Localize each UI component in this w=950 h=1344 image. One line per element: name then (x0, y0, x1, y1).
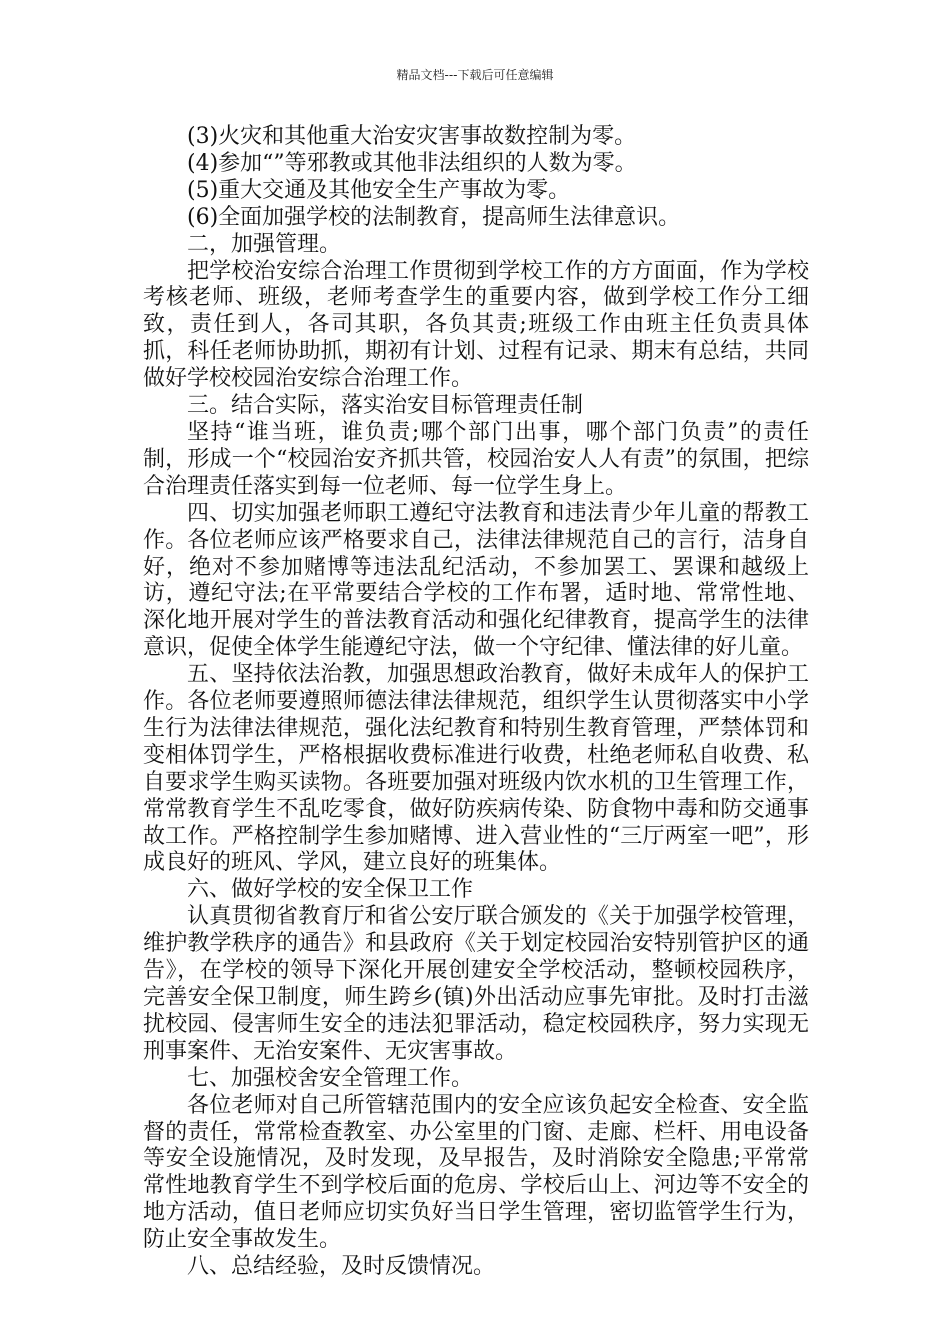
section-heading-8: 八、总结经验，及时反馈情况。 (187, 1254, 496, 1280)
section-heading-3: 三。结合实际，落实治安目标管理责任制 (187, 393, 584, 419)
section-heading-7: 七、加强校舍安全管理工作。 (187, 1065, 474, 1091)
paragraph-responsibility: 坚持“谁当班，谁负责;哪个部门出事，哪个部门负责”的责任制，形成一个“校园治安齐抓共管，校园治安人人有责”的氛围，把综合治理责任落实到每一位老师、每一位学生身上。 (143, 419, 809, 499)
list-item-5: (5)重大交通及其他安全生产事故为零。 (187, 177, 571, 203)
page-header: 精品文档---下载后可任意编辑 (396, 68, 554, 82)
list-item-4: (4)参加“”等邪教或其他非法组织的人数为零。 (187, 150, 637, 176)
paragraph-section-4: 四、切实加强老师职工遵纪守法教育和违法青少年儿童的帮教工作。各位老师应该严格要求自己，法律法律规范自己的言行，洁身自好，绝对不参加赌博等违法乱纪活动，不参加罢工、罢课和越级上访，遵纪守法;在平常要结合学校的工作布署，适时地、常常性地、深化地开展对学生的普法教育活动和强化纪律教育，提高学生的法律意识，促使全体学生能遵纪守法，做一个守纪律、懂法律的好儿童。 (143, 500, 809, 661)
section-heading-6: 六、做好学校的安全保卫工作 (187, 877, 474, 903)
paragraph-security: 认真贯彻省教育厅和省公安厅联合颁发的《关于加强学校管理，维护教学秩序的通告》和县政府《关于划定校园治安特别管护区的通告》，在学校的领导下深化开展创建安全学校活动，整顿校园秩序，完善安全保卫制度，师生跨乡(镇)外出活动应事先审批。及时打击滋扰校园、侵害师生安全的违法犯罪活动，稳定校园秩序，努力实现无刑事案件、无治安案件、无灾害事故。 (143, 904, 809, 1064)
list-item-3: (3)火灾和其他重大治安灾害事故数控制为零。 (187, 124, 637, 149)
document-body (143, 124, 809, 1281)
paragraph-section-5: 五、坚持依法治教，加强思想政治教育，做好未成年人的保护工作。各位老师要遵照师德法律法律规范，组织学生认贯彻落实中小学生行为法律法律规范，强化法纪教育和特别生教育管理，严禁体罚和变相体罚学生，严格根据收费标准进行收费，杜绝老师私自收费、私自要求学生购买读物。各班要加强对班级内饮水机的卫生管理工作，常常教育学生不乱吃零食，做好防疾病传染、防食物中毒和防交通事故工作。严格控制学生参加赌博、进入营业性的“三厅两室一吧”，形成良好的班风、学风，建立良好的班集体。 (143, 662, 809, 876)
section-heading-2: 二，加强管理。 (187, 231, 342, 257)
paragraph-management: 把学校治安综合治理工作贯彻到学校工作的方方面面，作为学校考核老师、班级，老师考查学生的重要内容，做到学校工作分工细致，责任到人，各司其职，各负其责;班级工作由班主任负责具体抓，科任老师协助抓，期初有计划、过程有记录、期末有总结，共同做好学校校园治安综合治理工作。 (143, 258, 809, 392)
list-item-6: (6)全面加强学校的法制教育，提高师生法律意识。 (187, 204, 681, 230)
paragraph-building-safety: 各位老师对自己所管辖范围内的安全应该负起安全检查、安全监督的责任，常常检查教室、办公室里的门窗、走廊、栏杆、用电设备等安全设施情况，及时发现，及早报告，及时消除安全隐患;平常常常性地教育学生不到学校后面的危房、学校后山上、河边等不安全的地方活动，值日老师应切实负好当日学生管理，密切监管学生行为，防止安全事故发生。 (143, 1092, 809, 1253)
